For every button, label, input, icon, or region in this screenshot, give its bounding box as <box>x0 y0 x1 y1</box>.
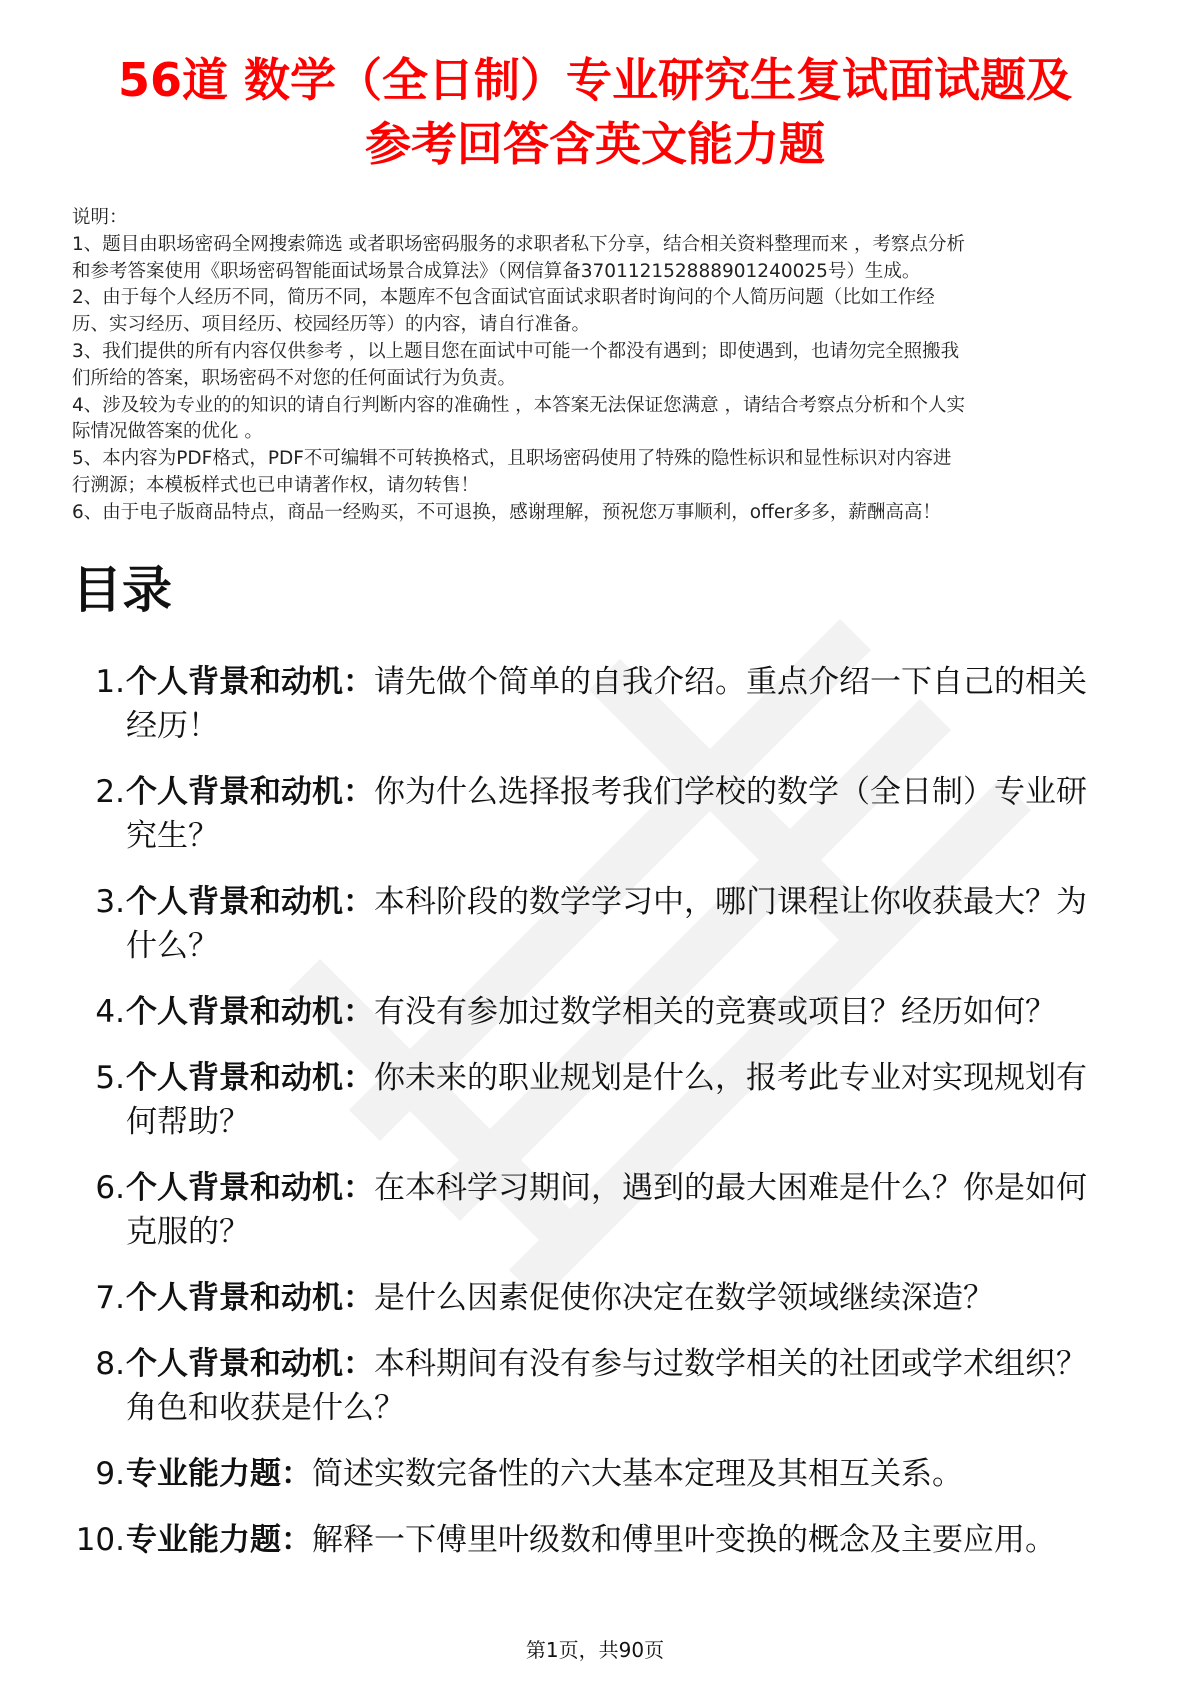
toc-item[interactable] <box>0 1518 1190 1562</box>
toc-item-number: 4. <box>95 994 125 1030</box>
toc-item[interactable] <box>0 1276 1190 1320</box>
toc-item[interactable] <box>0 1056 1190 1144</box>
toc-item-number: 8. <box>95 1346 125 1382</box>
note-line: 2、由于每个人经历不同，简历不同，本题库不包含面试官面试求职者时询问的个人简历问题（比如工作经 <box>72 287 935 309</box>
title-line-2: 参考回答含英文能力题 <box>365 117 825 171</box>
toc-item-text <box>126 1166 1116 1254</box>
toc-item-question: 你未来的职业规划是什么，报考此专业对实现规划有何帮助？ <box>126 1060 1087 1140</box>
toc-item-text <box>126 770 1116 858</box>
toc-item-number: 3. <box>95 884 125 920</box>
toc-item-category: 个人背景和动机： <box>126 1346 374 1382</box>
note-line: 5、本内容为PDF格式，PDF不可编辑不可转换格式，且职场密码使用了特殊的隐性标识和显性标识对内容进 <box>72 448 952 470</box>
toc-item-text <box>126 1518 1116 1562</box>
toc-item-text <box>126 1056 1116 1144</box>
toc-item[interactable] <box>0 1452 1190 1496</box>
toc-item-question: 有没有参加过数学相关的竞赛或项目？经历如何？ <box>374 994 1056 1030</box>
toc-item-category: 个人背景和动机： <box>126 1280 374 1316</box>
document-title <box>60 48 1130 176</box>
toc-item-text <box>126 1342 1116 1430</box>
toc-item[interactable] <box>0 770 1190 858</box>
toc-item-category: 专业能力题： <box>126 1522 312 1558</box>
notes-section <box>72 205 1132 527</box>
note-line: 行溯源；本模板样式也已申请著作权，请勿转售！ <box>72 474 480 496</box>
toc-item-category: 个人背景和动机： <box>126 774 374 810</box>
toc-item-question: 是什么因素促使你决定在数学领域继续深造？ <box>374 1280 994 1316</box>
toc-item-text <box>126 880 1116 968</box>
toc-item[interactable] <box>0 880 1190 968</box>
toc-item-category: 个人背景和动机： <box>126 994 374 1030</box>
note-line: 1、题目由职场密码全网搜索筛选 或者职场密码服务的求职者私下分享，结合相关资料整理而来 ，考察点分析 <box>72 233 966 255</box>
toc-item[interactable] <box>0 990 1190 1034</box>
toc-item-text <box>126 660 1116 748</box>
toc-item-category: 个人背景和动机： <box>126 884 374 920</box>
toc-item[interactable] <box>0 1166 1190 1254</box>
toc-heading: 目录 <box>72 561 172 619</box>
note-line: 3、我们提供的所有内容仅供参考 ，以上题目您在面试中可能一个都没有遇到；即使遇到，也请勿完全照搬我 <box>72 340 960 362</box>
toc-item-text <box>126 1452 1116 1496</box>
toc-item-number: 10. <box>75 1522 125 1558</box>
toc-item-category: 个人背景和动机： <box>126 664 374 700</box>
toc-item-question: 请先做个简单的自我介绍。重点介绍一下自己的相关经历！ <box>126 664 1087 744</box>
toc-item-number: 2. <box>95 774 125 810</box>
toc-item-question: 简述实数完备性的六大基本定理及其相互关系。 <box>312 1456 963 1492</box>
note-line: 6、由于电子版商品特点，商品一经购买，不可退换，感谢理解，预祝您万事顺利，offer多多，薪酬高高！ <box>72 501 941 523</box>
toc-item-category: 个人背景和动机： <box>126 1060 374 1096</box>
toc-item[interactable] <box>0 1342 1190 1430</box>
page-number-footer: 第1页，共90页 <box>525 1638 665 1662</box>
toc-item-question: 本科期间有没有参与过数学相关的社团或学术组织？角色和收获是什么？ <box>126 1346 1087 1426</box>
note-line: 们所给的答案，职场密码不对您的任何面试行为负责。 <box>72 367 517 389</box>
notes-heading: 说明： <box>72 207 128 228</box>
toc-item[interactable] <box>0 660 1190 748</box>
title-line-1: 56道 数学（全日制）专业研究生复试面试题及 <box>117 53 1073 107</box>
toc-item-text <box>126 990 1116 1034</box>
note-line: 和参考答案使用《职场密码智能面试场景合成算法》（网信算备370112152888901240025号）生成。 <box>72 260 921 282</box>
toc-item-number: 1. <box>95 664 125 700</box>
toc-item-number: 7. <box>95 1280 125 1316</box>
note-line: 4、涉及较为专业的的知识的请自行判断内容的准确性 ，本答案无法保证您满意 ，请结合考察点分析和个人实 <box>72 394 966 416</box>
toc-item-question: 解释一下傅里叶级数和傅里叶变换的概念及主要应用。 <box>312 1522 1056 1558</box>
toc-item-number: 9. <box>95 1456 125 1492</box>
note-line: 历、实习经历、项目经历、校园经历等）的内容，请自行准备。 <box>72 314 591 336</box>
toc-item-text <box>126 1276 1116 1320</box>
toc-item-question: 你为什么选择报考我们学校的数学（全日制）专业研究生？ <box>126 774 1087 854</box>
note-line: 际情况做答案的优化 。 <box>72 421 263 443</box>
toc-list <box>0 660 1190 1584</box>
toc-item-category: 专业能力题： <box>126 1456 312 1492</box>
toc-item-number: 5. <box>95 1060 125 1096</box>
toc-item-number: 6. <box>95 1170 125 1206</box>
toc-item-question: 本科阶段的数学学习中，哪门课程让你收获最大？为什么？ <box>126 884 1087 964</box>
toc-item-category: 个人背景和动机： <box>126 1170 374 1206</box>
toc-item-question: 在本科学习期间，遇到的最大困难是什么？你是如何克服的？ <box>126 1170 1087 1250</box>
